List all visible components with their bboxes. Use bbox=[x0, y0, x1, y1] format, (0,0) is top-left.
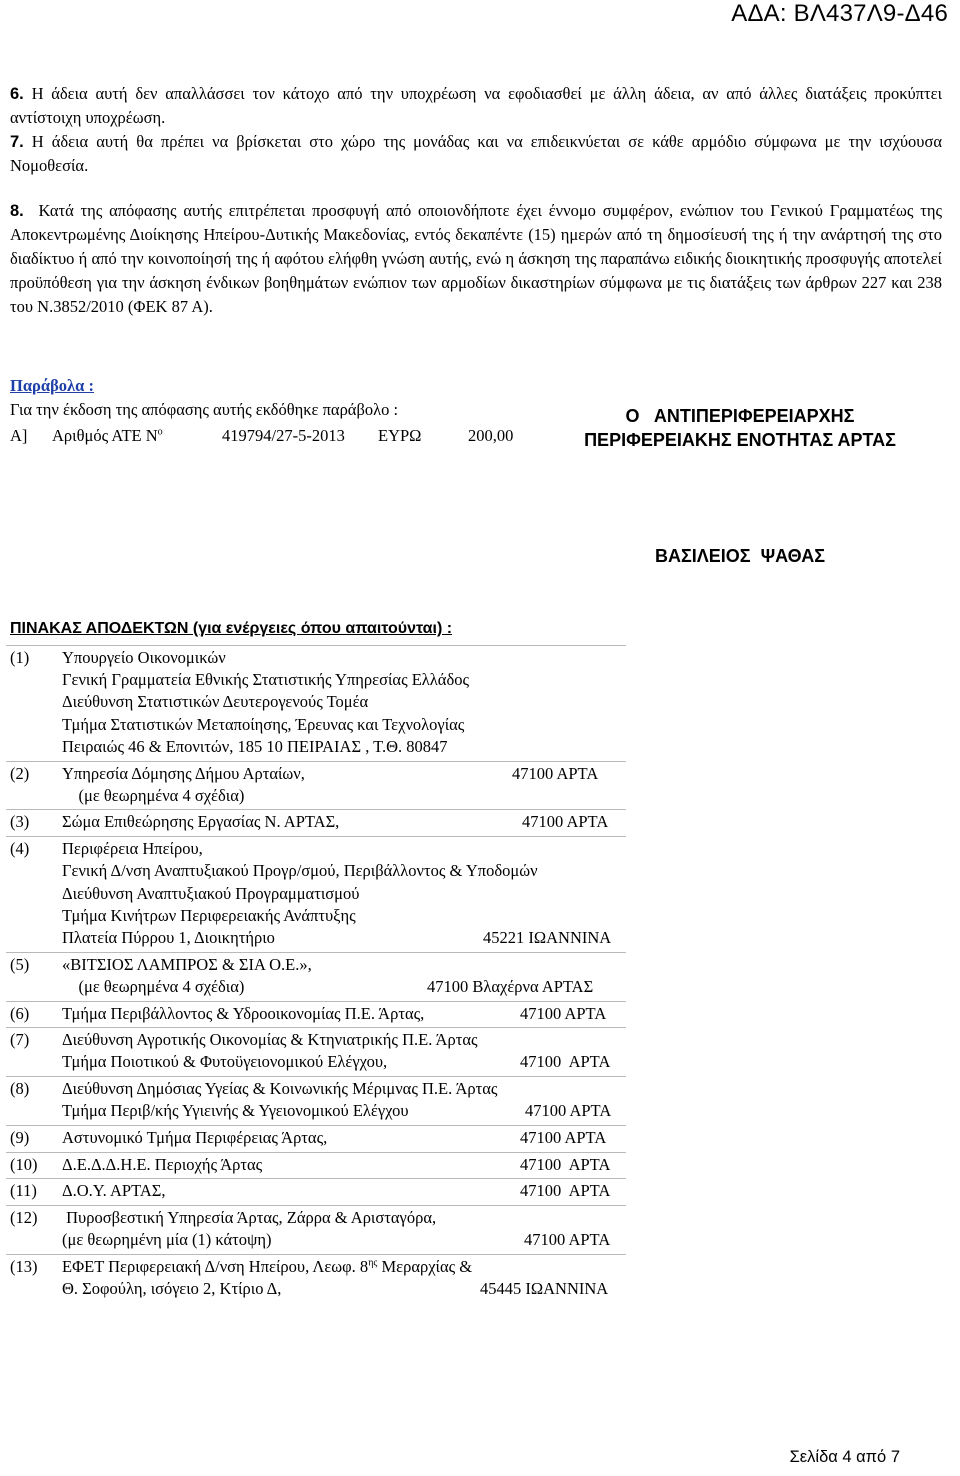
recipient-line: Πυροσβεστική Υπηρεσία Άρτας, Ζάρρα & Αρισταγόρα, bbox=[62, 1208, 437, 1228]
recipient-number: (9) bbox=[10, 1128, 30, 1147]
recipient-number: (12) bbox=[10, 1208, 38, 1228]
recipient-line: Διεύθυνση Δημόσιας Υγείας & Κοινωνικής Μέριμνας Π.Ε. Άρτας bbox=[62, 1079, 498, 1099]
parabola-title: Παράβολα : bbox=[10, 376, 94, 395]
paragraph-text: Η άδεια αυτή δεν απαλλάσσει τον κάτοχο από την υποχρέωση να εφοδιασθεί με άλλη άδεια, αν από άλλες διατάξεις προκύπτει αντίστοιχη υποχρέωση. bbox=[10, 84, 943, 127]
recipient-city: 45445 ΙΩΑΝΝΙΝΑ bbox=[480, 1279, 609, 1299]
signature-title: Ο ΑΝΤΙΠΕΡΙΦΕΡΕΙΑΡΧΗΣ bbox=[625, 406, 855, 426]
recipient-number: (4) bbox=[10, 839, 30, 859]
recipients-title: ΠΙΝΑΚΑΣ ΑΠΟΔΕΚΤΩΝ (για ενέργειες όπου απαιτούνται) : bbox=[10, 620, 453, 637]
signature-name: ΒΑΣΙΛΕΙΟΣ ΨΑΘΑΣ bbox=[654, 546, 825, 566]
page-number: Σελίδα 4 από 7 bbox=[789, 1448, 900, 1466]
recipient-line: (με θεωρημένα 4 σχέδια) bbox=[62, 976, 245, 996]
recipient-number: (11) bbox=[10, 1181, 37, 1201]
recipient-line: Διεύθυνση Αναπτυξιακού Προγραμματισμού bbox=[62, 883, 360, 903]
recipient-city: 47100 ΑΡΤΑ bbox=[520, 1128, 607, 1147]
recipient-separator bbox=[6, 1076, 626, 1077]
recipient-line: «ΒΙΤΣΙΟΣ ΛΑΜΠΡΟΣ & ΣΙΑ Ο.Ε.», bbox=[62, 954, 312, 974]
parabola-label: Α] bbox=[10, 426, 28, 445]
recipient-separator bbox=[6, 1178, 626, 1179]
recipient-line: Τμήμα Περιβάλλοντος & Υδροοικονομίας Π.Ε. Άρτας, bbox=[62, 1003, 425, 1023]
recipient-city: 47100 ΑΡΤΑ bbox=[520, 1181, 611, 1201]
paragraph-text: Η άδεια αυτή θα πρέπει να βρίσκεται στο χώρο της μονάδας και να επιδεικνύεται σε κάθε αρμόδιο σύμφωνα με την ισχύουσα Νομοθεσία. bbox=[10, 132, 942, 175]
recipient-separator bbox=[6, 645, 626, 646]
recipient-line: Τμήμα Στατιστικών Μεταποίησης, Έρευνας και Τεχνολογίας bbox=[62, 714, 465, 734]
recipient-city: 47100 ΑΡΤΑ bbox=[520, 1003, 607, 1023]
parabola-number: 419794/27-5-2013 bbox=[222, 426, 345, 445]
recipient-number: (7) bbox=[10, 1030, 30, 1050]
recipient-number: (2) bbox=[10, 763, 30, 783]
recipient-line: Διεύθυνση Αγροτικής Οικονομίας & Κτηνιατρικής Π.Ε. Άρτας bbox=[62, 1030, 478, 1050]
recipient-number: (13) bbox=[10, 1257, 38, 1276]
paragraph-number: 6. bbox=[10, 85, 24, 103]
recipient-number: (1) bbox=[10, 648, 30, 667]
recipient-city: 45221 ΙΩΑΝΝΙΝΑ bbox=[483, 927, 612, 947]
recipient-number: (5) bbox=[10, 954, 30, 974]
recipient-line: Δ.Ε.Δ.Δ.Η.Ε. Περιοχής Άρτας bbox=[62, 1154, 263, 1174]
recipient-line: Τμήμα Περιβ/κής Υγιεινής & Υγειονομικού Ελέγχου bbox=[62, 1101, 409, 1121]
recipient-line: Δ.Ο.Υ. ΑΡΤΑΣ, bbox=[62, 1181, 166, 1201]
recipient-line: Υπηρεσία Δόμησης Δήμου Αρταίων, bbox=[62, 763, 305, 783]
paragraph-text: Κατά της απόφασης αυτής επιτρέπεται προσφυγή από οποιονδήποτε έχει έννομο συμφέρον, ενώπιον του Γενικού Γραμματέως της Αποκεντρωμένης Διοίκησης Ηπείρου-Δυτικής Μακεδονίας, εντός δεκαπέντε (15) ημερών από τη δημοσίευσή της ή την ανάρτησή της στο διαδίκτυο ή από την κοινοποίησή της ή αφότου ελήφθη γνώση αυτής, ενώ η άσκηση της παραπάνω ειδικής διοικητικής προσφυγής αποτελεί προϋπόθεση για την άσκηση ένδικων βοηθημάτων ενώπιον των αρμοδίων δικαστηρίων σύμφωνα με τις διατάξεις των άρθρων 227 και 238 του Ν.3852/2010 (ΦΕΚ 87 Α). bbox=[10, 201, 942, 316]
recipient-city: 47100 ΑΡΤΑ bbox=[525, 1101, 612, 1121]
recipient-line: Γενική Γραμματεία Εθνικής Στατιστικής Υπηρεσίας Ελλάδος bbox=[62, 670, 470, 690]
ada-code: ΑΔΑ: ΒΛ437Λ9-Δ46 bbox=[731, 0, 948, 27]
parabola-intro: Για την έκδοση της απόφασης αυτής εκδόθηκε παράβολο : bbox=[10, 400, 399, 419]
recipient-separator bbox=[6, 1205, 626, 1206]
recipient-line: (με θεωρημένη μία (1) κάτοψη) bbox=[62, 1230, 272, 1250]
recipient-city: 47100 ΑΡΤΑ bbox=[524, 1230, 611, 1250]
recipient-separator bbox=[6, 836, 626, 837]
recipient-line: Πλατεία Πύρρου 1, Διοικητήριο bbox=[62, 927, 275, 947]
signature-subtitle: ΠΕΡΙΦΕΡΕΙΑΚΗΣ ΕΝΟΤΗΤΑΣ ΑΡΤΑΣ bbox=[584, 430, 896, 450]
recipient-line: Γενική Δ/νση Αναπτυξιακού Προγρ/σμού, Περιβάλλοντος & Υποδομών bbox=[62, 861, 538, 881]
recipient-separator bbox=[6, 952, 626, 953]
recipient-line: ΕΦΕΤ Περιφερειακή Δ/νση Ηπείρου, Λεωφ. $8^{\eta\varsigma}$ Μεραρχίας & bbox=[62, 1257, 473, 1276]
recipient-line: Διεύθυνση Στατιστικών Δευτερογενούς Τομέα bbox=[62, 692, 369, 712]
recipient-line: (με θεωρημένα 4 σχέδια) bbox=[62, 785, 245, 805]
recipient-separator bbox=[6, 1254, 626, 1255]
recipient-city: 47100 Βλαχέρνα ΑΡΤΑΣ bbox=[427, 976, 594, 996]
recipient-number: (10) bbox=[10, 1154, 38, 1174]
recipient-line: Πειραιώς 46 & Επονιτών, 185 10 ΠΕΙΡΑΙΑΣ , Τ.Θ. 80847 bbox=[62, 736, 448, 756]
recipient-city: 47100 ΑΡΤΑ bbox=[512, 763, 599, 783]
paragraph-number: 7. bbox=[10, 133, 24, 151]
recipient-city: 47100 ΑΡΤΑ bbox=[520, 1154, 611, 1174]
recipient-number: (8) bbox=[10, 1079, 30, 1099]
recipient-number: (3) bbox=[10, 812, 30, 832]
recipient-separator bbox=[6, 1027, 626, 1028]
recipient-line: Αστυνομικό Τμήμα Περιφέρειας Άρτας, bbox=[62, 1128, 328, 1147]
recipient-line: Σώμα Επιθεώρησης Εργασίας Ν. ΑΡΤΑΣ, bbox=[62, 812, 340, 832]
paragraph-number: 8. bbox=[10, 202, 24, 220]
parabola-amount: 200,00 bbox=[468, 426, 514, 445]
recipient-city: 47100 ΑΡΤΑ bbox=[522, 812, 609, 832]
recipient-separator bbox=[6, 809, 626, 810]
recipient-separator bbox=[6, 1152, 626, 1153]
recipient-line: Τμήμα Κινήτρων Περιφερειακής Ανάπτυξης bbox=[62, 905, 356, 925]
recipient-line: Περιφέρεια Ηπείρου, bbox=[62, 839, 203, 859]
recipient-separator bbox=[6, 1125, 626, 1126]
recipient-number: (6) bbox=[10, 1003, 30, 1023]
recipient-city: 47100 ΑΡΤΑ bbox=[520, 1052, 611, 1072]
recipient-separator bbox=[6, 1001, 626, 1002]
recipient-line: Υπουργείο Οικονομικών bbox=[62, 648, 226, 667]
parabola-desc: Αριθμός ΑΤΕ $N^o$ bbox=[52, 426, 163, 445]
recipient-line: Θ. Σοφούλη, ισόγειο 2, Κτίριο Δ, bbox=[62, 1279, 282, 1299]
recipient-line: Τμήμα Ποιοτικού & Φυτοϋγειονομικού Ελέγχου, bbox=[62, 1052, 388, 1072]
recipient-separator bbox=[6, 761, 626, 762]
parabola-currency: ΕΥΡΩ bbox=[378, 426, 422, 445]
